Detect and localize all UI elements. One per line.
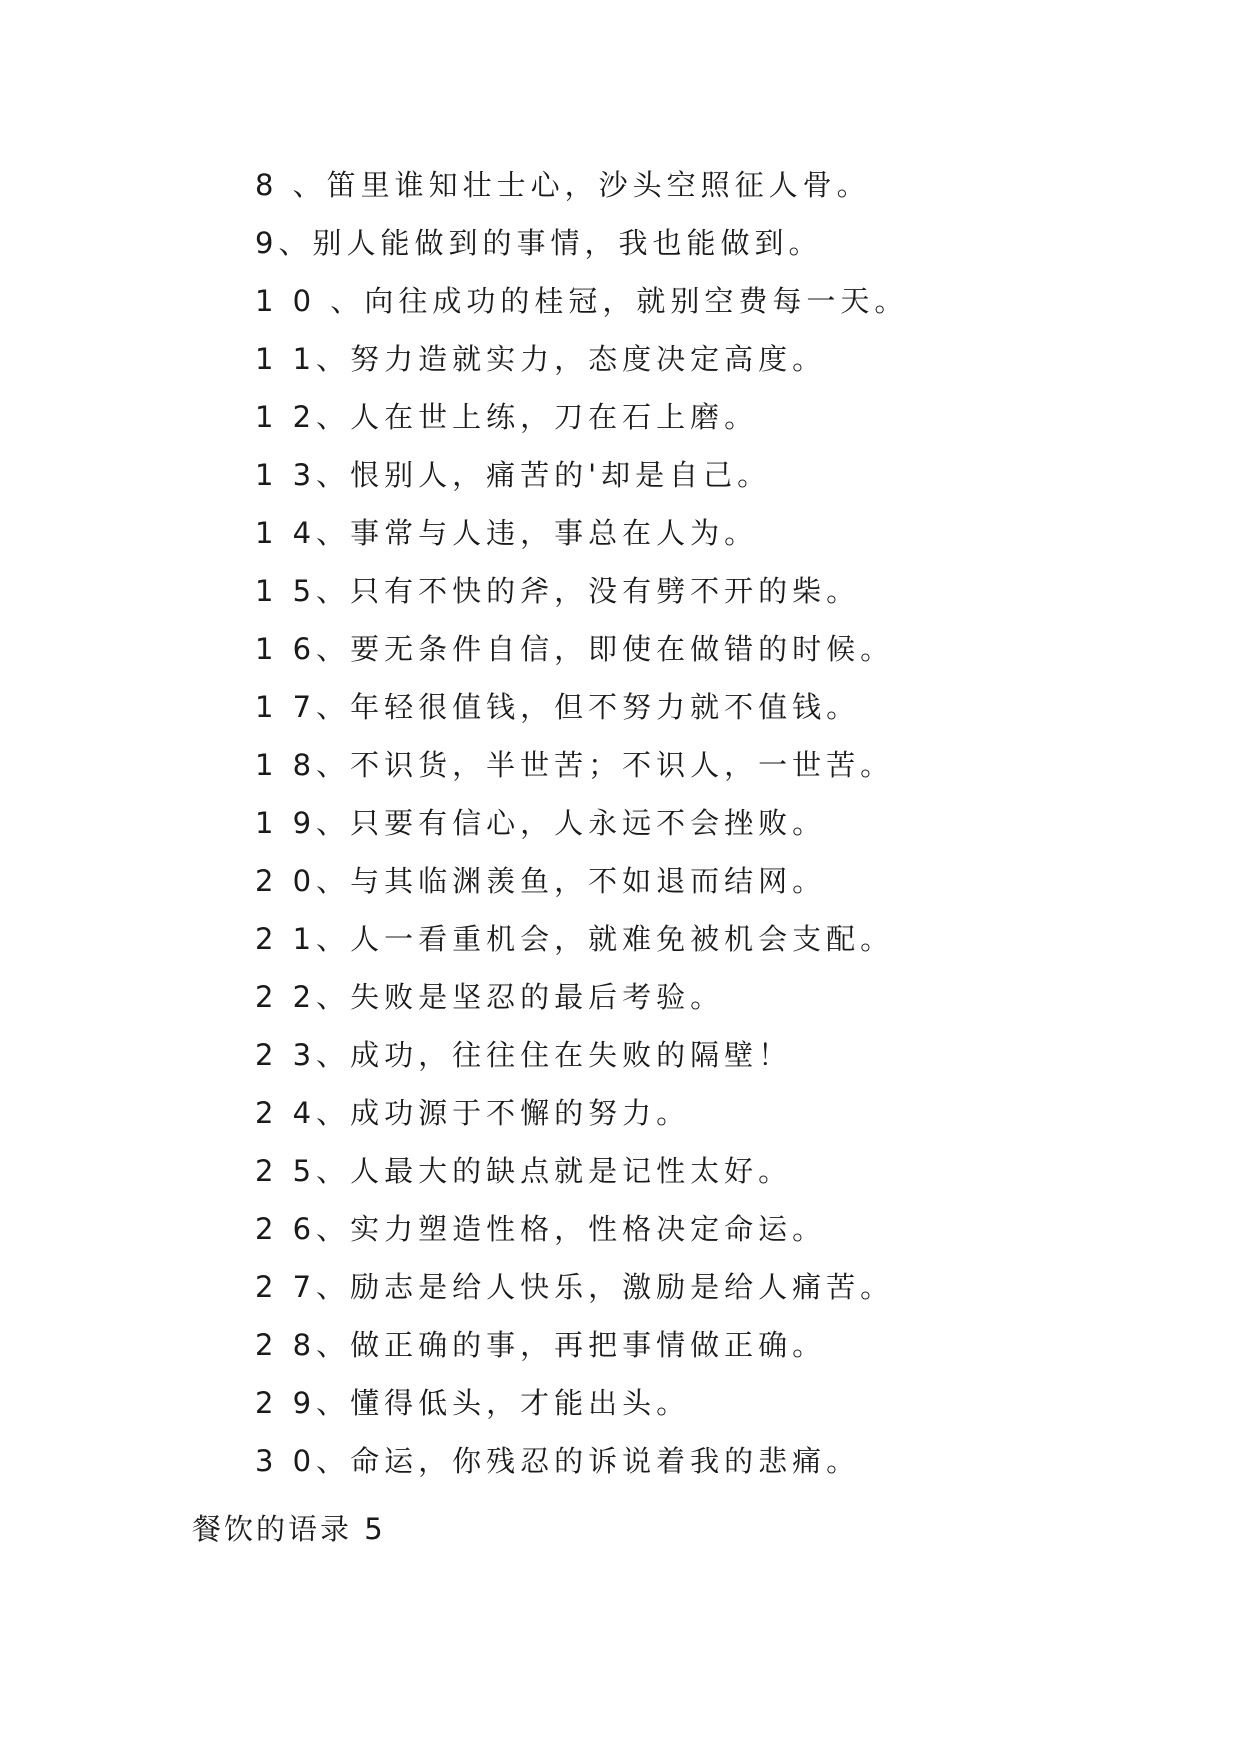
quote-item: 1 0 、向往成功的桂冠，就别空费每一天。 <box>255 284 909 318</box>
quote-item: 1 6、要无条件自信，即使在做错的时候。 <box>255 632 895 666</box>
quote-item: 2 7、励志是给人快乐，激励是给人痛苦。 <box>255 1270 895 1304</box>
quote-item: 1 5、只有不快的斧，没有劈不开的柴。 <box>255 574 861 608</box>
quote-item: 1 4、事常与人违，事总在人为。 <box>255 516 759 550</box>
quote-item: 1 2、人在世上练，刀在石上磨。 <box>255 400 759 434</box>
quote-item: 2 9、懂得低头，才能出头。 <box>255 1386 691 1420</box>
quote-item: 1 9、只要有信心，人永远不会挫败。 <box>255 806 827 840</box>
section-title: 餐饮的语录 5 <box>192 1512 386 1546</box>
quote-item: 1 8、不识货，半世苦；不识人，一世苦。 <box>255 748 895 782</box>
quote-item: 1 1、努力造就实力，态度决定高度。 <box>255 342 827 376</box>
quote-item: 9、别人能做到的事情，我也能做到。 <box>255 226 823 260</box>
quote-item: 1 7、年轻很值钱，但不努力就不值钱。 <box>255 690 861 724</box>
quote-item: 2 2、失败是坚忍的最后考验。 <box>255 980 725 1014</box>
quote-item: 2 5、人最大的缺点就是记性太好。 <box>255 1154 793 1188</box>
quote-item: 2 1、人一看重机会，就难免被机会支配。 <box>255 922 895 956</box>
quote-item: 2 6、实力塑造性格，性格决定命运。 <box>255 1212 827 1246</box>
quote-item: 1 3、恨别人，痛苦的'却是自己。 <box>255 458 772 492</box>
quote-item: 2 0、与其临渊羡鱼，不如退而结网。 <box>255 864 827 898</box>
quote-item: 2 3、成功，往往住在失败的隔壁！ <box>255 1038 793 1072</box>
quote-item: 3 0、命运，你残忍的诉说着我的悲痛。 <box>255 1444 861 1478</box>
quote-list <box>255 156 908 1490</box>
quote-item: 8 、笛里谁知壮士心，沙头空照征人骨。 <box>255 168 871 202</box>
quote-item: 2 8、做正确的事，再把事情做正确。 <box>255 1328 827 1362</box>
quote-item: 2 4、成功源于不懈的努力。 <box>255 1096 691 1130</box>
